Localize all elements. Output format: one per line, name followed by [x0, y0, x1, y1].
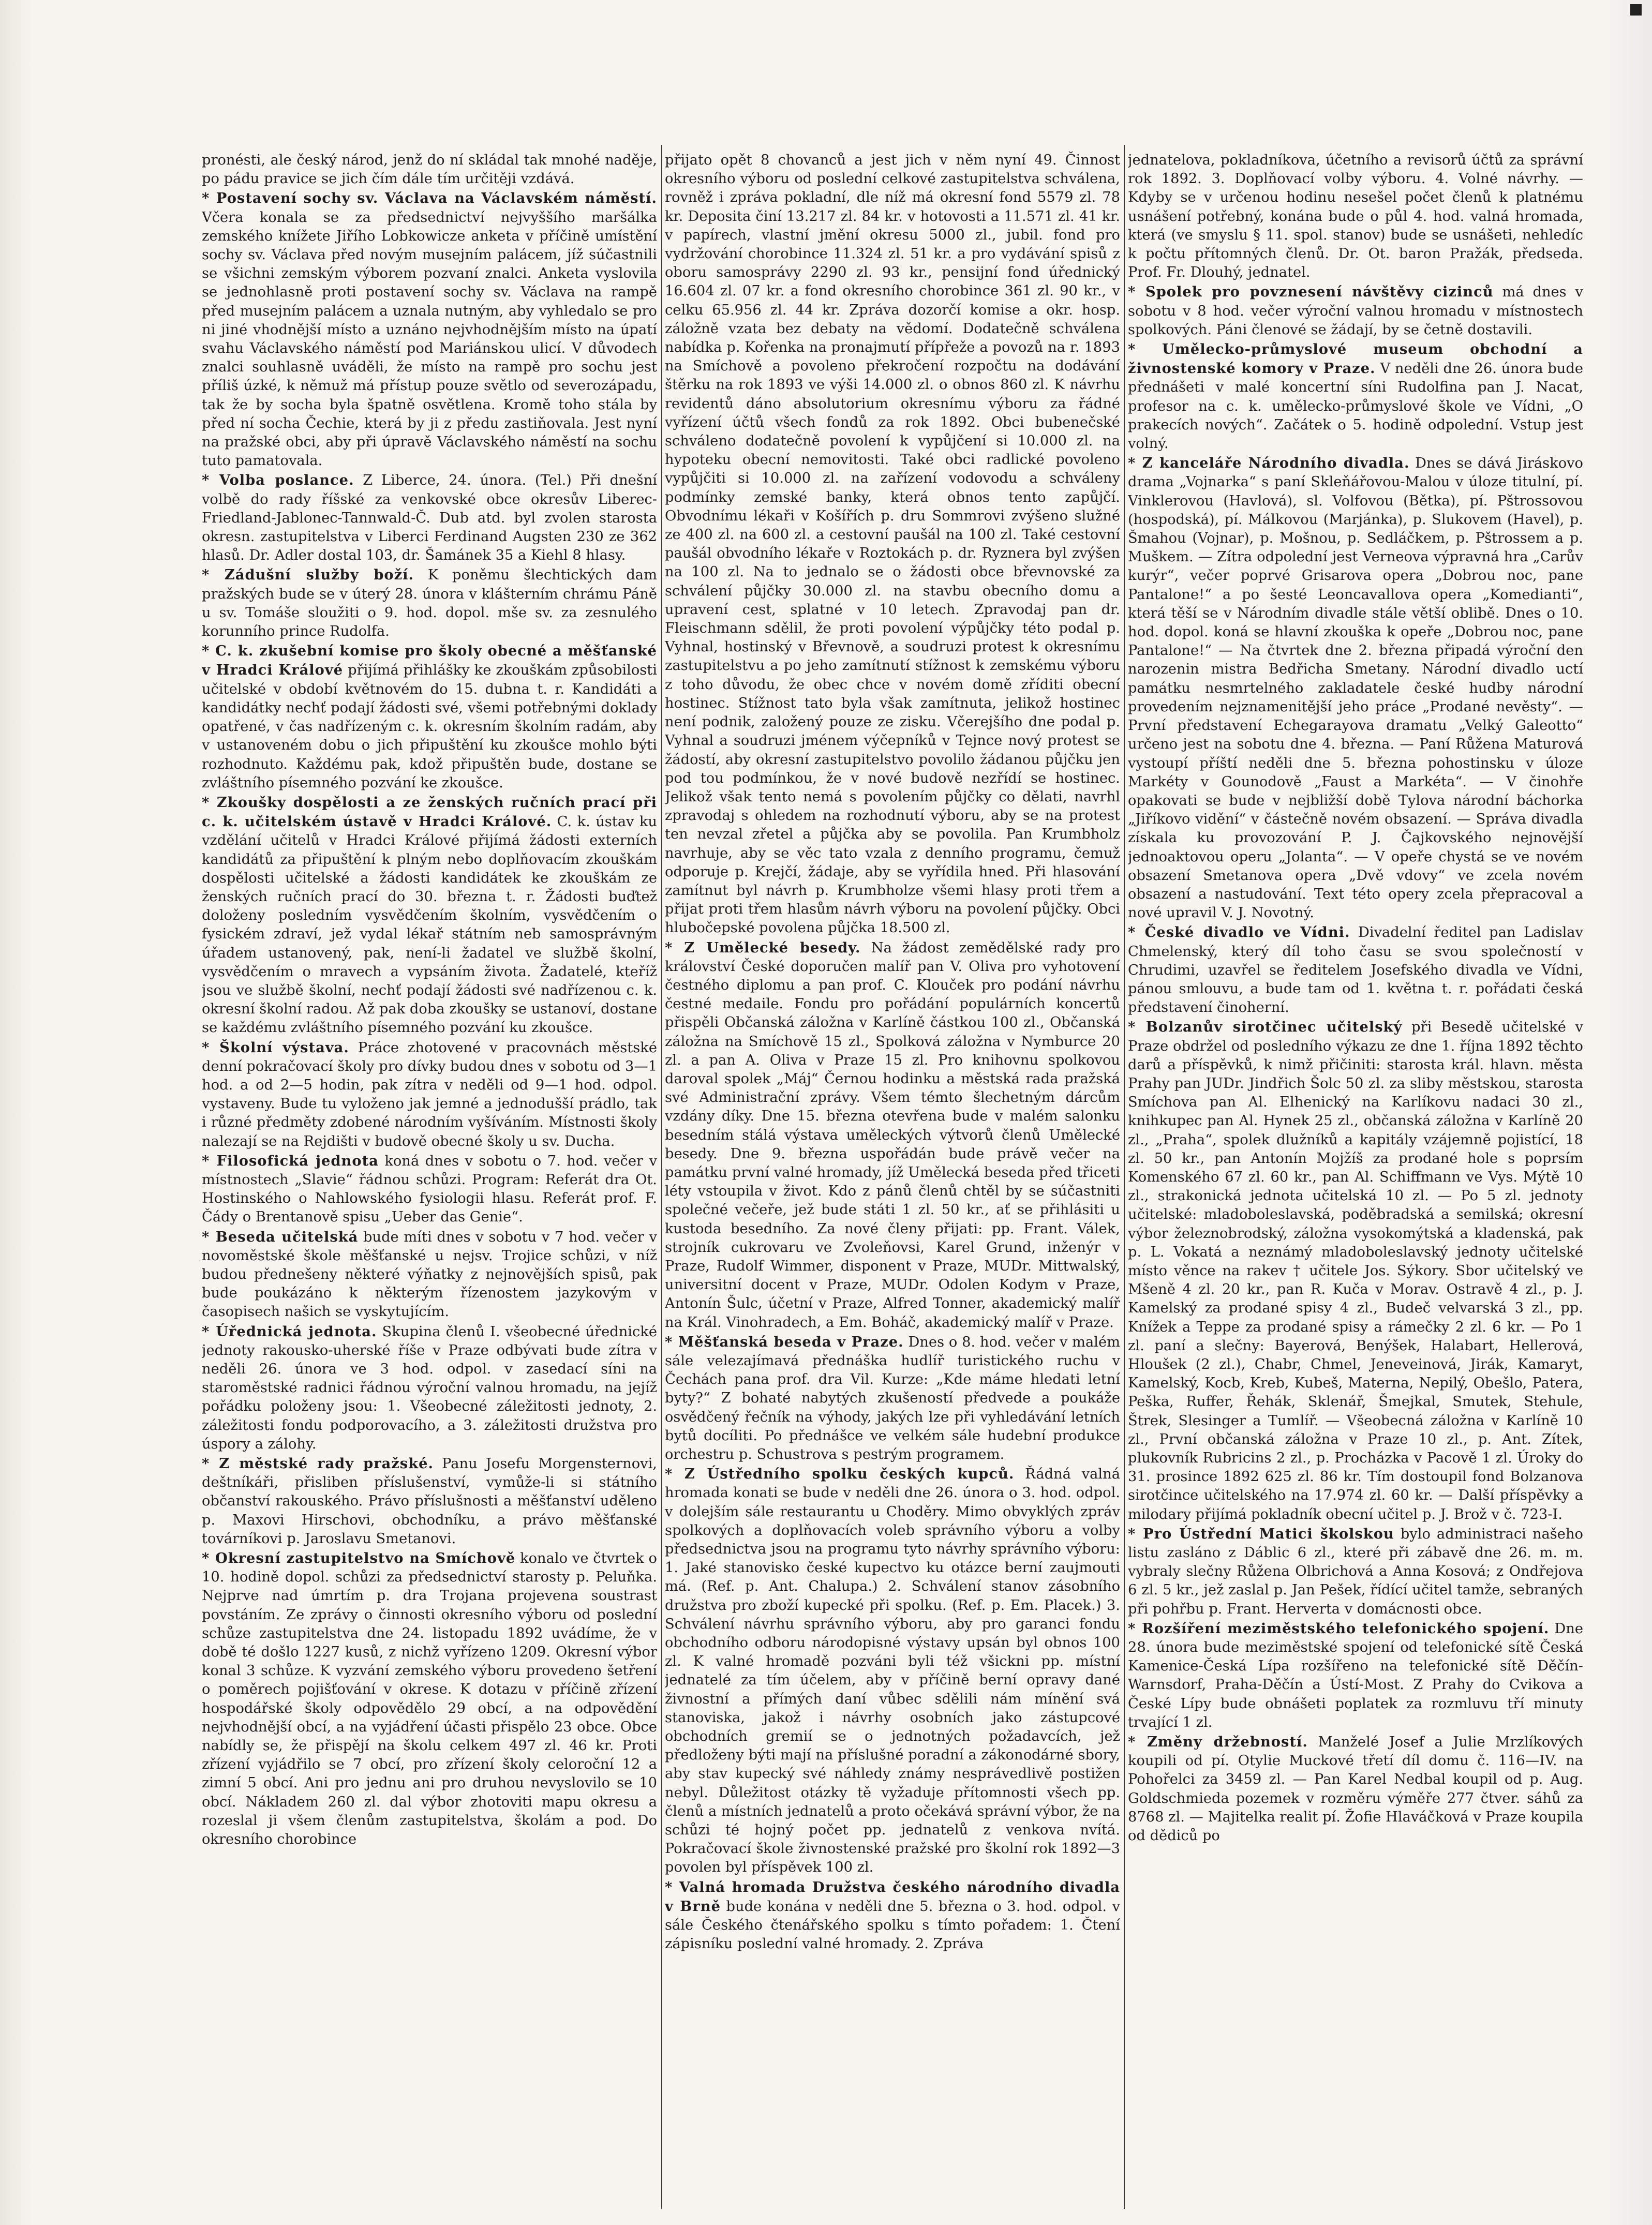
news-item-heading: * Změny držebností.: [1128, 1734, 1308, 1751]
news-item: [202, 151, 657, 188]
news-item-heading: * Úřednická jednota.: [202, 1323, 377, 1340]
news-item-heading: * Volba poslance.: [202, 472, 354, 489]
news-item-text: přijato opět 8 chovanců a jest jich v něm nyní 49. Činnost okresního výboru od poslední celkové zastupitelstva schválena, rovněž i zpráva pokladní, dle níž má okresní fond 5579 zl. 78 kr. Deposita činí 13.217 zl. 84 kr. v hotovosti a 11.571 zl. 41 kr. v papírech, vlastní jmění okresu 5000 zl., jubil. fond pro vydržování chorobince 11.324 zl. 51 kr. a pro vydávání spisů z oboru samosprávy 2290 zl. 93 kr., pensijní fond úřednický 16.604 zl. 07 kr. a fond okresního chorobince 361 zl. 90 kr., v celku 65.956 zl. 44 kr. Zpráva dozorčí komise a okr. hosp. záložně vzata bez debaty na vědomí. Dodatečně schválena nabídka p. Kořenka na pronajmutí přípřeže a povozů na r. 1893 na Smíchově a povoleno překročení rozpočtu na dodávání štěrku na rok 1893 ve výši 14.000 zl. o obnos 860 zl. K návrhu revidentů dáno absolutorium okresnímu výboru za řádné vyřízení účtů všech fondů za rok 1892. Obci bubenečské schváleno dodatečně povolení k vypůjčení si 10.000 zl. na hypoteku obecní nemovitosti. Také obci radlické povoleno vypůjčiti si 10.000 zl. na zařízení vodovodu a schváleny podmínky zemské banky, která obnos tento zapůjčí. Obvodnímu lékaři v Košířích p. dru Sommrovi zvýšeno služné ze 400 zl. na 600 zl. a cestovní paušál na 100 zl. Také cestovní paušál obvodního lékaře v Roztokách p. dr. Ryznera byl zvýšen na 100 zl. Na to jednalo se o žádosti obce břevnovské za schválení půjčky 30.000 zl. na stavbu obecního domu a upravení cest, splatné v 10 letech. Zpravodaj pan dr. Fleischmann sdělil, že proti povolení výpůjčky této podal p. Vyhnal, hostinský v Břevnově, a soudruzi protest k okresnímu zastupitelstvu a po jeho zamítnutí stížnost k zemskému výboru z toho důvodu, že obec chce v novém domě zříditi obecní hostinec. Stížnost tato byla však zamítnuta, jelikož hostinec není podnik, založený pouze ze zisku. Včerejšího dne podal p. Vyhnal a soudruzi jménem výčepníků v Tejnce nový protest se žádostí, aby okresní zastupitelstvo povolilo žádanou půjčku jen pod tou podmínkou, že v nové budově nezřídí se hostinec. Jelikož však tento nemá s povolením půjčky co dělati, navrhl zpravodaj s ohledem na rozhodnutí výboru, aby se na protest ten nevzal zřetel a půjčka aby se povolila. Pan Krumbholz navrhuje, aby se věc tato vzala z denního programu, čemuž odporuje p. Krejčí, žádaje, aby se vyřídila hned. Při hlasování zamítnut byl návrh p. Krumbholze všemi hlasy proti třem a přijat proti třem hlasům návrh výboru na povolení půjčky. Obci hlubočepské povolena půjčka 18.500 zl.: [665, 152, 1120, 936]
news-item-heading: * Umělecko-průmyslové museum obchodní a živnostenské komory v Praze.: [1128, 341, 1583, 377]
news-item-text: Práce zhotovené v pracovnách městské denní pokračovací školy pro dívky budou dnes v sobotu od 3—1 hod. a od 2—5 hodin, pak zítra v neděli od 9—1 hod. odpol. vystaveny. Bude tu vyloženo jak jemné a jednodušší prádlo, tak i různé předměty zdobené národním vyšíváním. Místnosti školy nalezají se na Rejdišti v budově obecné školy u sv. Ducha.: [202, 1039, 657, 1149]
news-item: [665, 1465, 1120, 1877]
news-item-heading: * Valná hromada Družstva českého národního divadla v Brně: [665, 1878, 1120, 1915]
news-item-heading: * Z Ústředního spolku českých kupců.: [665, 1466, 1015, 1483]
news-item-text: jednatelova, pokladníkova, účetního a revisorů účtů za správní rok 1892. 3. Doplňovací volby výboru. 4. Volné návrhy. — Kdyby se v určenou hodinu nesešel počet členů k platnému usnášení potřebný, konána bude o půl 4. hod. valná hromada, která (ve smyslu § 11. spol. stanov) bude se usnášeti, nehledíc k počtu přítomných členů. Dr. Ot. baron Pražák, předseda. Prof. Fr. Dlouhý, jednatel.: [1128, 152, 1583, 281]
news-item-text: Divadelní ředitel pan Ladislav Chmelenský, který díl toho času se svou společností v Chrudimi, uzavřel se ředitelem Josefského divadla ve Vídni, pánou smlouvu, a bude tam od 1. května t. r. pořádati česká představení činoherní.: [1128, 924, 1583, 1016]
news-item-text: V neděli dne 26. února bude přednášeti v malé koncertní síni Rudolfina pan J. Nacat, profesor na c. k. umělecko-průmyslové škole ve Vídni, „O prakecích nových“. Začátek o 5. hodině odpolední. Vstup jest volný.: [1128, 361, 1583, 452]
news-item-heading: * Beseda učitelská: [202, 1228, 359, 1245]
news-item-text: C. k. ústav ku vzdělání učitelů v Hradci Králové přijímá žádosti externích kandidátů za připuštění k plným nebo doplňovacím zkouškám dospělosti učitelské a žádosti kandidátek ke zkouškám ze ženských ručních prací do 30. března t. r. Žádosti buďtež doloženy posledním vysvědčením školním, vysvědčením o fysickém zdraví, jež vydal lékař státním neb samosprávným úřadem ustanovený, pak, není-li žadatel ve službě školní, vysvědčením o mravech a vypsáním života. Žadatelé, kteříž jsou ve službě školní, nechť podají žádosti své nadřízenou c. k. okresní školní radou. Až pak doba zkoušky se ustanoví, dostane se každému zvláštního písemného pozvání ku zkoušce.: [202, 814, 657, 1036]
news-item-heading: * Zkoušky dospělosti a ze ženských ručních prací při c. k. učitelském ústavě v Hradci Králové.: [202, 794, 657, 830]
news-item-heading: * Zádušní služby boží.: [202, 566, 414, 584]
news-item-text: při Besedě učitelské v Praze obdržel od posledního výkazu ze dne 1. října 1892 těchto darů a příspěvků, k nimž přičiniti: starosta král. hlavn. města Prahy pan JUDr. Jindřich Šolc 50 zl. za sliby městskou, starosta Smíchova pan Al. Elhenický na Karlíkovu nadaci 30 zl., knihkupec pan Al. Hynek 25 zl., občanská záložna v Karlíně 20 zl., „Praha“, spolek dlužníků a kapitály vzájemně pojistící, 18 zl. 50 kr., pan Antonín Mojžíš za prodané hole s poprsím Komenského 67 zl. 60 kr., pan Al. Schiffmann ve Vys. Mýtě 10 zl., strakonická jednota učitelská 10 zl. — Po 5 zl. jednoty učitelské: mladoboleslavská, poděbradská a semilská; okresní výbor železnobrodský, záložna vysokomýtská a kladenská, pak p. L. Vokatá a neznámý mladoboleslavský jednoty učitelské místo věnce na rakev † učitele Jos. Sýkory. Sbor učitelský ve Mšeně 4 zl. 20 kr., pan R. Kuča v Morav. Ostravě 4 zl., p. J. Kamelský za prodané spisy 4 zl., Budeč velvarská 3 zl., pp. Knížek a Teppe za prodané spisy a rámečky 2 zl. 6 kr. — Po 1 zl. paní a slečny: Bayerová, Benýšek, Halabart, Hellerová, Hloušek (2 zl.), Chabr, Chmel, Jeneveinová, Jirák, Kamaryt, Kamelský, Kocb, Kreb, Kubeš, Materna, Nepilý, Obešlo, Patera, Peška, Ruffer, Řehák, Sklenář, Šmejkal, Smutek, Stehule, Štrek, Slesinger a Tumlíř. — Všeobecná záložna v Karlíně 10 zl., První občanská záložna v Praze 10 zl., p. Ant. Zítek, plukovník Rubricins 2 zl., p. Procházka v Pacově 1 zl. Úroky do 31. prosince 1892 625 zl. 86 kr. Tím dostoupil fond Bolzanova sirotčince učitelského na 17.974 zl. 60 kr. — Další příspěvky a milodary přijímá pokladník obecní učitel p. J. Brož v č. 723-I.: [1128, 1019, 1583, 1522]
news-item: [202, 1322, 657, 1454]
news-item-text: má dnes v sobotu v 8 hod. večer výroční valnou hromadu v místnostech spolkových. Páni členové se žádají, by se četně dostavili.: [1128, 284, 1583, 338]
news-item-text: Panu Josefu Morgensternovi, deštníkáři, přisliben příslušenství, vymůže-li si státního občanství rakouského. Právo příslušnosti a měšťanství uděleno p. Maxovi Hirschovi, obchodníku, a právo měšťanské továrníkovi p. Jaroslavu Smetanovi.: [202, 1456, 657, 1547]
news-item-heading: * Rozšíření meziměstského telefonického spojení.: [1128, 1620, 1550, 1637]
news-item-text: bude konána v neděli dne 5. března o 3. hod. odpol. v sále Českého čtenářského spolku s tímto pořadem: 1. Čtení zápisníku poslední valné hromady. 2. Zpráva: [665, 1898, 1120, 1952]
news-item-text: koná dnes v sobotu o 7. hod. večer v místnostech „Slavie“ řádnou schůzi. Program: Referát dra Ot. Hostinského o Nahlowského fysiologii hlasu. Referát prof. F. Čády o Brentanově spisu „Ueber das Genie“.: [202, 1153, 657, 1226]
news-item: [1128, 1525, 1583, 1619]
news-item: [202, 1454, 657, 1548]
news-item: [202, 1228, 657, 1322]
news-item: [202, 565, 657, 641]
news-item: [1128, 1619, 1583, 1732]
news-item-text: pronésti, ale český národ, jenž do ní skládal tak mnohé naděje, po pádu pravice se jich čím dále tím určitěji vzdává.: [202, 152, 657, 187]
news-item-text: Dnes o 8. hod. večer v malém sále velezajímavá přednáška hudlíř turistického ruchu v Čechách pana prof. dra Vil. Kurze: „Kde máme hledati letní byty?“ Z bohaté nabytých zkušeností předvede a poukáže osvědčený řečník na výhody, jakých lze při vyhledávání letních bytů docíliti. Po přednášce ve velkém sále hudební produkce orchestru p. Schustrova s pestrým programem.: [665, 1334, 1120, 1463]
column-2: [665, 151, 1120, 2200]
news-item: [1128, 1018, 1583, 1524]
news-item-text: Dnes se dává Jiráskovo drama „Vojnarka“ s paní Skleňářovou-Malou v úloze titulní, pí. Vinklerovou (Havlová), sl. Volfovou (Bětka), pí. Pštrossovou (hospodská), pí. Málkovou (Marjánka), p. Slukovem (Havel), p. Šmahou (Vojnar), p. Mošnou, p. Sedláčkem, p. Pštrossem a p. Muškem. — Zítra odpolední jest Verneova výpravná hra „Carův kurýr“, večer poprvé Grisarova opera „Dobrou noc, pane Pantalone!“ a po šesté Leoncavallova opera „Komedianti“, která těší se v Národním divadle stále větší oblibě. Dnes o 10. hod. dopol. koná se hlavní zkouška k opeře „Dobrou noc, pane Pantalone!“ — Na čtvrtek dne 2. března připadá výroční den narozenin mistra Bedřicha Smetany. Národní divadlo uctí památku nesmrtelného zakladatele české hudby národní provedením nejznamenitější jeho práce „Prodané nevěsty“. — První představení Echegarayova dramatu „Velký Galeotto“ určeno jest na sobotu dne 4. března. — Paní Růžena Maturová vystoupí příští neděli dne 5. března pohostinsku v úloze Markéty v Gounodově „Faust a Markéta“. — V činohře opakovati se bude v nejbližší době Tylova národní báchorka „Jiříkovo vidění“ v částečně novém obsazení. — Správa divadla získala ku provozování P. J. Čajkovského nejnovější jednoaktovou operu „Jolanta“. — V opeře chystá se ve novém obsazení Smetanova opera „Dvě vdovy“ ve zcela novém obsazení a nastudování. Text této opery zcela přepracoval a nové upravil V. J. Novotný.: [1128, 455, 1583, 921]
news-item-heading: * Spolek pro povznesení návštěvy cizinců: [1128, 283, 1494, 301]
news-item-text: bude míti dnes v sobotu v 7 hod. večer v novoměstské škole měšťanské u nejsv. Trojice schůzi, v níž budou přednešeny některé výňatky z nejnovějších spisů, pak bude poukázáno k některým řízenostem jazykovým v časopisech našich se vyskytujícím.: [202, 1229, 657, 1320]
news-item-text: konalo ve čtvrtek o 10. hodině dopol. schůzi za předsednictví starosty p. Peluňka. Nejprve nad úmrtím p. dra Trojana projevena soustrast povstáním. Ze zprávy o činnosti okresního výboru od poslední schůze zastupitelstva dne 24. listopadu 1892 uvádíme, že v době té došlo 1227 kusů, z nichž vyřízeno 1209. Okresní výbor konal 3 schůze. K vyzvání zemského výboru provedeno šetření o poměrech pojišťování v okrese. K dotazu v příčině zřízení hospodářské školy odpovědělo 29 obcí, a na odpovědění nejvhodnější obcí, a na vyjádření účasti přispělo 23 obce. Obce nabídly se, že přispějí na školu celkem 497 zl. 46 kr. Proti zřízení vyjádřilo se 7 obcí, pro zřízení školy celoroční 12 a zimní 5 obcí. Ani pro jednu ani pro druhou nevyslovilo se 10 obcí. Nákladem 260 zl. dal výbor zhotoviti mapu okresu a rozeslal ji všem členům zastupitelstva, školám a pod. Do okresního chorobince: [202, 1550, 657, 1848]
column-3: [1128, 151, 1583, 2200]
news-item-heading: * České divadlo ve Vídni.: [1128, 924, 1350, 941]
news-item: [1128, 282, 1583, 339]
news-item-heading: * Z městské rady pražské.: [202, 1455, 434, 1472]
news-item: [665, 151, 1120, 938]
news-item-heading: * C. k. zkušební komise pro školy obecné a měšťanské v Hradci Králové: [202, 643, 657, 679]
news-item: [202, 793, 657, 1038]
news-item-heading: * Filosofická jednota: [202, 1152, 379, 1169]
column-divider: [661, 145, 662, 2209]
news-item-heading: * Postavení sochy sv. Václava na Václavském náměstí.: [202, 190, 657, 207]
column-1: [202, 151, 657, 2200]
news-item: [202, 1549, 657, 1849]
news-item-heading: * Okresní zastupitelstvo na Smíchově: [202, 1550, 516, 1567]
news-item: [202, 641, 657, 793]
news-item-heading: * Školní výstava.: [202, 1039, 349, 1056]
news-item-text: Z Liberce, 24. února. (Tel.) Při dnešní volbě do rady říšské za venkovské obce okresův Liberec-Friedland-Jablonec-Tannwald-Č. Dub atd. byl zvolen starosta okresn. zastupitelstva v Liberci Ferdinand Augsten 230 ze 362 hlasů. Dr. Adler dostal 103, dr. Šamánek 35 a Kiehl 8 hlasy.: [202, 472, 657, 564]
news-item-text: Skupina členů I. všeobecné úřednické jednoty rakousko-uherské říše v Praze odbývati bude zítra v neděli 26. února ve 3 hod. odpol. v zasedací síni na staroměstské radnici řádnou výroční valnou hromadu, na jejíž pořádku položeny jsou: 1. Všeobecné záležitosti jednoty, 2. záležitosti fondu podporovacího, a 3. záležitosti družstva pro úspory a zálohy.: [202, 1323, 657, 1452]
news-item: [665, 938, 1120, 1332]
news-item: [202, 189, 657, 470]
news-item-text: Na žádost zemědělské rady pro království České doporučen malíř pan V. Oliva pro vyhotovení čestného diplomu a pan prof. C. Klouček pro podání návrhu čestné medaile. Fondu pro pořádání populárních koncertů přispěli Občanská záložna v Karlíně částkou 100 zl., Občanská záložna na Smíchově 15 zl., Spolková záložna v Nymburce 20 zl. a pan A. Oliva v Praze 15 zl. Pro knihovnu spolkovou daroval spolek „Máj“ Černou hodinku a městská rada pražská své Administrační zprávy. Všem témto šlechetným dárcům vzdány díky. Dne 15. března otevřena bude v malém salonku besedním stálá výstava uměleckých výtvorů členů Umělecké besedy. Dne 9. března uspořádán bude právě večer na památku první valné hromady, jíž Umělecká beseda před třiceti léty vstoupila v život. Kdo z pánů členů chtěl by se súčastniti společné večeře, jež bude státi 1 zl. 50 kr., ať se přihlásiti u kustoda besedního. Za nové členy přijati: pp. Frant. Válek, strojník cukrovaru ve Zvoleňovsi, Karel Grund, inženýr v Praze, Rudolf Wimmer, disponent v Praze, MUDr. Mittwalský, universitní docent v Praze, MUDr. Odolen Kodym v Praze, Antonín Šulc, účetní v Praze, Alfred Tonner, akademický malíř na Král. Vinohradech, a Em. Boháč, akademický malíř v Praze.: [665, 939, 1120, 1331]
news-item-heading: * Z kanceláře Národního divadla.: [1128, 455, 1410, 472]
news-item: [665, 1333, 1120, 1464]
page-left-edge: [0, 0, 31, 2225]
news-item: [202, 471, 657, 565]
news-item-heading: * Pro Ústřední Matici školskou: [1128, 1525, 1394, 1542]
news-item-text: Včera konala se za předsednictví nejvyššího maršálka zemského knížete Jiřího Lobkowicze anketa v příčině umístění sochy sv. Václava před novým musejním palácem, jíž súčastnili se všichni zemským výborem pozvaní znalci. Anketa vyslovila se jednohlasně proti postavení sochy sv. Václava na rampě před musejním palácem a uznala nutným, aby vyhledalo se pro ni jiné vhodnější místo a uznáno nejvhodnějším místo na úpatí svahu Václavského náměstí pod Mariánskou ulicí. V důvodech znalci souhlasně uváděli, že místo na rampě pro sochu jest příliš úzké, k němuž má přístup pouze světlo od severozápadu, tak že by socha byla špatně osvětlena. Kromě toho stála by před ní socha Čechie, která by ji z předu zastiňovala. Jest nyní na pražské obci, aby při úpravě Václavského náměstí na sochu tuto pamatovala.: [202, 209, 657, 469]
corner-mark: [1630, 4, 1642, 16]
news-item-text: Řádná valná hromada konati se bude v neděli dne 26. února o 3. hod. odpol. v dolejším sále restaurantu u Choděry. Mimo obvyklých zpráv spolkových a doplňovacích voleb správního výboru a volby předsednictva jsou na programu tyto návrhy správního výboru: 1. Jaké stanovisko české kupectvo ku otázce berní zaujmouti má. (Ref. p. Ant. Chalupa.) 2. Schválení stanov zásobního družstva pro zboží kupecké při spolku. (Ref. p. Em. Placek.) 3. Schválení návrhu správního výboru, aby pro garanci fondu obchodního odboru národopisné výstavy upsán byl obnos 100 zl. K valné hromadě pozváni byli též všickni pp. místní jednatelé za tím účelem, aby v příčině berní opravy dané živnostní a přímých daní vůbec sdělili nám mínění svá stanoviska, jakož i návrhy osobních jako zástupcové obchodních gremií se o jednotných požadavcích, jež předloženy býti mají na příslušné poradní a zákonodárné sbory, aby stav kupecký své náhledy známy nesprávedlivě postižen nebyl. Důležitost otázky tě vyžaduje přítomnosti všech pp. členů a místních jednatelů a proto očekává správní výbor, že na schůzi té hojný počet pp. jednatelů z venkova nvítá. Pokračovací škole živnostenské pražské pro školní rok 1892—3 povolen byl příspěvek 100 zl.: [665, 1466, 1120, 1876]
news-item-text: bylo administraci našeho listu zasláno z Dáblic 6 zl., které při zábavě dne 26. m. m. vybraly slečny Růžena Olbrichová a Anna Kosová; z Ondřejova 6 zl. 5 kr., jež zaslal p. Jan Pešek, řídící učitel tamže, sebraných při pohřbu p. Frant. Herverta v domácnosti obce.: [1128, 1526, 1583, 1617]
news-item: [1128, 454, 1583, 922]
news-item: [1128, 923, 1583, 1017]
news-item: [665, 1878, 1120, 1954]
news-item: [1128, 340, 1583, 453]
news-item: [202, 1152, 657, 1227]
column-divider: [1124, 145, 1125, 2209]
news-item-text: K poněmu šlechtických dam pražských bude se v úterý 28. února v klášterním chrámu Páně u sv. Tomáše sloužiti o 9. hod. dopol. mše sv. za zesnulého korunního prince Rudolfa.: [202, 567, 657, 640]
news-item: [1128, 1733, 1583, 1845]
page-right-edge: [1605, 0, 1652, 2225]
news-item-text: Manželé Josef a Julie Mrzlíkových koupili od pí. Otylie Muckové třetí díl domu č. 116—IV. na Pohořelci za 3459 zl. — Pan Karel Nedbal koupil od p. Aug. Goldschmieda pozemek v rozměru výměře 277 čtver. sáhů za 8768 zl. — Majitelka realit pí. Žofie Hlaváčková v Praze koupila od dědiců po: [1128, 1734, 1583, 1844]
news-item-text: přijímá přihlášky ke zkouškám způsobilosti učitelské v období květnovém do 15. dubna t. r. Kandidáti a kandidátky nechť podají žádosti své, všemi potřebnými doklady opatřené, v čas nadřízeným c. k. okresním školním radám, aby v ustanoveném dobu o jich připuštění ku zkoušce mohlo býti rozhodnuto. Každému pak, kdož připuštěn bude, dostane se zvláštního písemného pozvání ke zkoušce.: [202, 662, 657, 791]
news-item-text: Dne 28. února bude meziměstské spojení od telefonické sítě Česká Kamenice-Česká Lípa rozšířeno na telefonické sítě Děčín-Warnsdorf, Praha-Děčín a Ústí-Most. Z Prahy do Cvikova a České Lípy bude obnášeti poplatek za rozmluvu tří minuty trvající 1 zl.: [1128, 1620, 1583, 1730]
news-item-heading: * Z Umělecké besedy.: [665, 939, 861, 956]
news-item: [1128, 151, 1583, 282]
news-item-heading: * Bolzanův sirotčinec učitelský: [1128, 1019, 1403, 1036]
news-item-heading: * Měšťanská beseda v Praze.: [665, 1333, 904, 1350]
news-item: [202, 1038, 657, 1151]
